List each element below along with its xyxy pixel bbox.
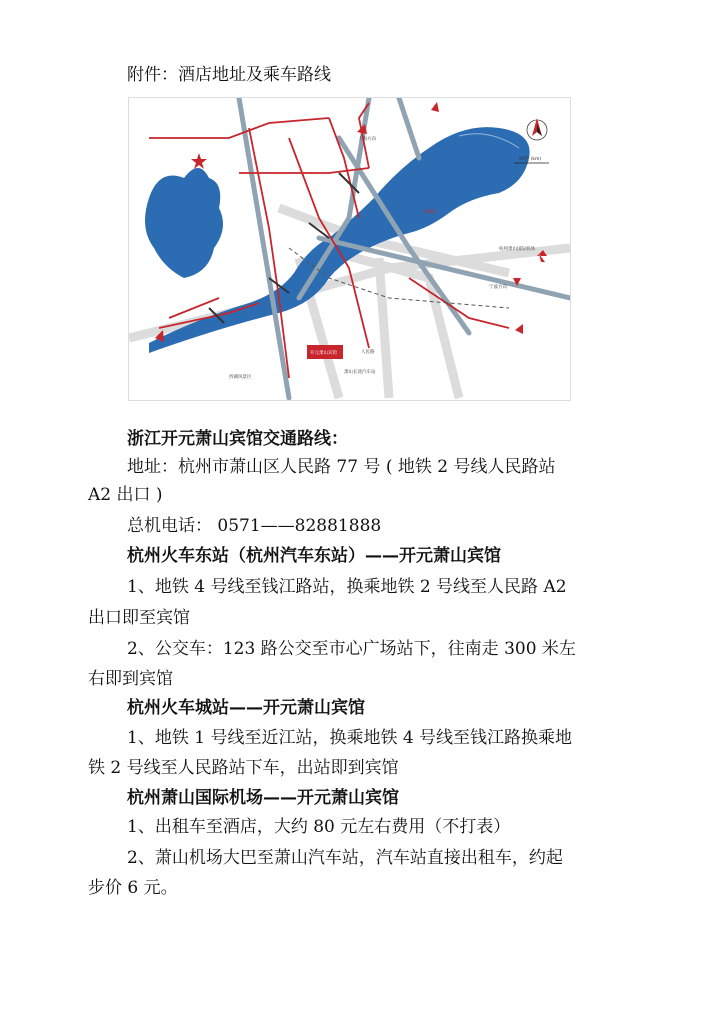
route1-title: 杭州火车东站（杭州汽车东站）——开元萧山宾馆: [127, 546, 501, 566]
address-line-1: 地址：杭州市萧山区人民路 77 号 ( 地铁 2 号线人民路站: [127, 457, 556, 477]
address-line-2: A2 出口 ): [88, 485, 163, 505]
attachment-title: 附件：酒店地址及乘车路线: [127, 65, 331, 85]
route1-item2-line2: 右即到宾馆: [88, 669, 173, 689]
route2-item1-line1: 1、地铁 1 号线至近江站，换乘地铁 4 号线至钱江路换乘地: [127, 728, 573, 748]
phone-line: 总机电话： 0571——82881888: [127, 516, 382, 536]
map-scale-label: 20里 (km): [519, 157, 542, 162]
route3-item2-line2: 步价 6 元。: [88, 878, 178, 898]
qianjiang-label: 钱塘江: [424, 210, 438, 215]
route3-item1: 1、出租车至酒店，大约 80 元左右费用（不打表）: [127, 817, 511, 837]
renmin-road-label: 人民路: [361, 350, 375, 355]
airport-label: 杭州萧山国际机场: [499, 247, 535, 252]
ningbo-dir-label: 宁波方向: [489, 285, 507, 290]
hotel-label: 开元萧山宾馆: [310, 351, 337, 356]
route3-item2-line1: 2、萧山机场大巴至萧山汽车站，汽车站直接出租车，约起: [127, 848, 563, 868]
shanghai-dir-label: 上海方向: [358, 137, 376, 142]
section-title: 浙江开元萧山宾馆交通路线：: [127, 429, 348, 449]
route3-title: 杭州萧山国际机场——开元萧山宾馆: [127, 788, 399, 808]
route1-item1-line1: 1、地铁 4 号线至钱江路站，换乘地铁 2 号线至人民路 A2: [127, 577, 567, 597]
route2-title: 杭州火车城站——开元萧山宾馆: [127, 698, 365, 718]
xiaoshan-bus-label: 萧山长途汽车站: [344, 370, 376, 375]
route2-item1-line2: 铁 2 号线至人民路站下车，出站即到宾馆: [88, 758, 399, 778]
route1-item1-line2: 出口即至宾馆: [88, 608, 190, 628]
route1-item2-line1: 2、公交车：123 路公交至市心广场站下，往南走 300 米左: [127, 639, 576, 659]
west-lake-scenic-label: 西湖风景区: [229, 375, 252, 380]
route-map: [128, 97, 571, 401]
